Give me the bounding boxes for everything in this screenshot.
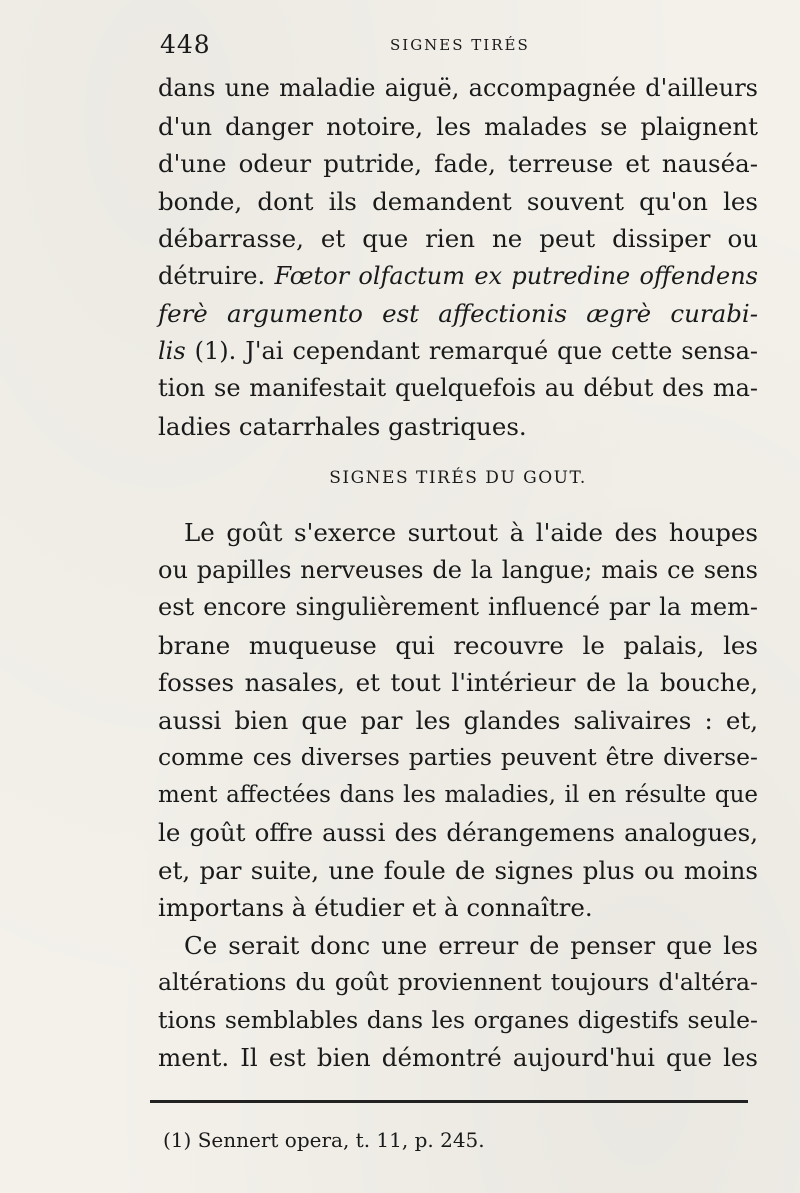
footnote: (1) Sennert opera, t. 11, p. 245. (163, 1128, 485, 1152)
text-line: d'un danger notoire, les malades se plaignent (158, 111, 758, 141)
text-line: Le goût s'exerce surtout à l'aide des houpes (184, 518, 758, 547)
text-line: débarrasse, et que rien ne peut dissiper ou (158, 224, 758, 253)
text-line: ment. Il est bien démontré aujourd'hui que les (158, 1043, 758, 1072)
text-line: brane muqueuse qui recouvre le palais, les (158, 630, 758, 660)
text-line: bonde, dont ils demandent souvent qu'on les (158, 186, 758, 216)
text-line: Ce serait donc une erreur de penser que les (184, 930, 758, 960)
text-line: le goût offre aussi des dérangemens analogues, (158, 818, 758, 847)
text-line: ment affectées dans les maladies, il en résulte que (158, 781, 758, 808)
text-fragment: (1). J'ai cependant remarqué que cette sensa- (185, 336, 758, 365)
latin-quotation: Fœtor olfactum ex putredine offendens (274, 261, 758, 290)
text-line-mixed (158, 258, 758, 296)
text-line: importans à étudier et à connaître. (158, 893, 593, 922)
latin-quotation: ferè argumento est affectionis ægrè curabi- (158, 299, 758, 328)
text-line: tions semblables dans les organes digestifs seule- (158, 1005, 758, 1034)
running-head (160, 30, 758, 64)
text-line: et, par suite, une foule de signes plus ou moins (158, 855, 758, 885)
text-line: tion se manifestait quelquefois au début des ma- (158, 374, 758, 402)
text-line: d'une odeur putride, fade, terreuse et nauséa- (158, 149, 758, 178)
latin-quotation-line (158, 295, 758, 333)
text-fragment: détruire. (158, 261, 266, 290)
text-line: dans une maladie aiguë, accompagnée d'ailleurs (158, 74, 758, 102)
text-line: ou papilles nerveuses de la langue; mais ce sens (158, 555, 758, 584)
page-number: 448 (160, 30, 211, 59)
running-title: SIGNES TIRÉS (390, 36, 530, 54)
footnote-rule (150, 1100, 748, 1103)
text-line-mixed (158, 333, 758, 371)
text-line: comme ces diverses parties peuvent être diverse- (158, 743, 758, 771)
latin-quotation: lis (158, 336, 186, 365)
text-line: altérations du goût proviennent toujours d'altéra- (158, 968, 758, 996)
text-line: ladies catarrhales gastriques. (158, 411, 527, 441)
text-line: est encore singulièrement influencé par la mem- (158, 593, 758, 621)
text-line: aussi bien que par les glandes salivaires : et, (158, 705, 758, 735)
text-line: fosses nasales, et tout l'intérieur de la bouche, (158, 668, 758, 697)
paragraph-1 (158, 70, 758, 445)
paragraph-2 (158, 514, 758, 1077)
section-heading: SIGNES TIRÉS DU GOUT. (329, 468, 587, 488)
